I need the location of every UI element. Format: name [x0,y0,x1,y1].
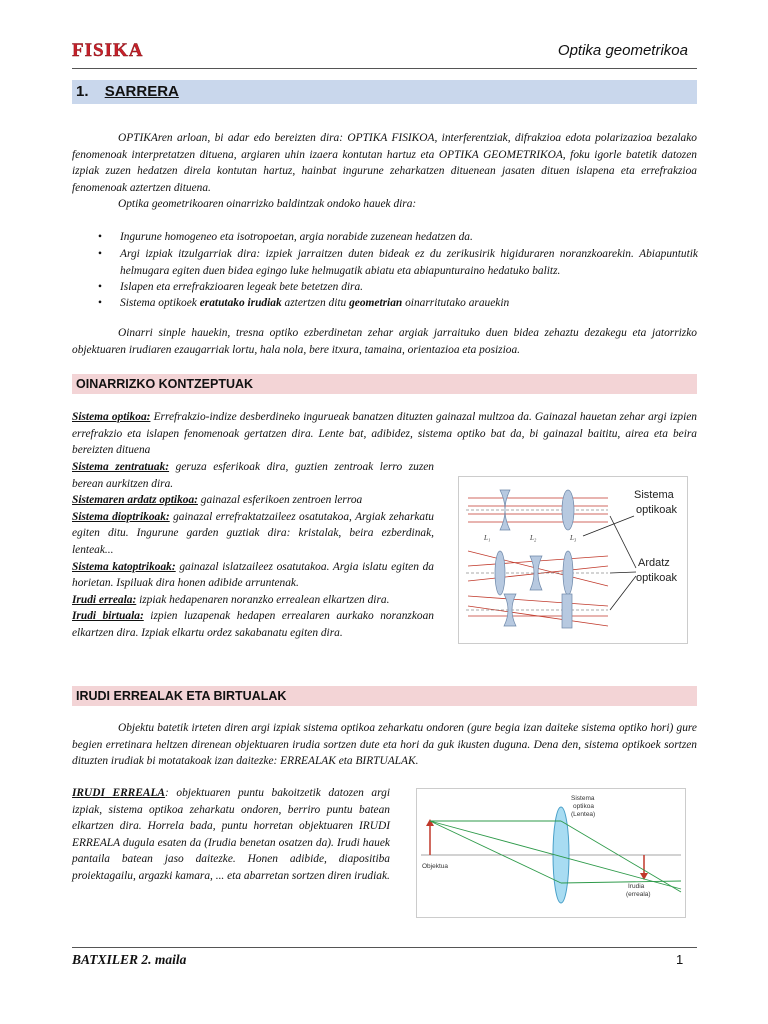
document-title: Optika geometrikoa [557,42,688,59]
definition-katoptrikoak: Sistema katoptrikoak: gainazal islatzaileez osatutakoa. Argia islatu egiten da horietan. Ispiluak dira honen adibide arruntenak. [72,560,434,590]
section-heading-sarrera [72,80,697,104]
bullet-dot: • [98,281,102,293]
label-erreala: (erreala) [626,891,651,898]
optical-systems-figure [458,476,688,644]
definition-sistema-optikoa: Sistema optikoa: Errefrakzio-indize desberdineko ingurueak banatzen dituzten gainazal multzoa da. Gainazal hauetan zehar argi izpien errefrakzio eta islapen fenomenoak gertatzen dira. Lente bat, adibidez, sistema optiko bat da, bi gainazal baititu, airea eta beira bereizten dituena [72,411,697,457]
section-heading-kontzeptuak: OINARRIZKO KONTZEPTUAK [72,374,697,394]
section-title: SARRERA [104,83,179,100]
label-optikoak-2: optikoak [636,572,677,584]
label-ardatz: Ardatz [638,557,670,569]
definitions-list [72,459,434,642]
footer-rule [72,947,697,948]
definition-dioptrikoak: Sistema dioptrikoak: gainazal errefraktatzaileez osatutakoa, Argiak zeharkatu egiten ditu. Ingurune garden guztiak dira: kristalak, beira ezberdinak, lenteak... [72,510,434,556]
label-irudia: Irudia [628,883,645,890]
bullet-item: • Islapen eta errefrakzioaren legeak bete betetzen dira. [98,279,698,296]
bullet-item: • Sistema optikoek eratutako irudiak aztertzen ditu geometrian oinarritutako arauekin [98,295,698,312]
page-number: 1 [676,952,684,967]
definition-ardatz-optikoa: Sistemaren ardatz optikoa: gainazal esferikoen zentroen lerroa [72,494,363,507]
definition-irudi-erreala: Irudi erreala: izpiak hedapenaren noranzko errealean elkartzen dira. [72,593,390,606]
intro-paragraph: OPTIKAren arloan, bi adar edo bereizten dira: OPTIKA FISIKOA, interferentziak, difrakzioa edota polarizazioa bezalako fenomenoak interpretatzen dituena, argiaren uhin izaera kontutan hartuz eta OPTIKA GEOMETRIKOA, foku igorle batetik datozen izpiak zuzen hedatzen direla kontutan hartuz, hainbat ingurune zeharkatzen dituenean jasaten dituen islapena eta errefrakzioa fenomenoak aztertzen dituena. [72,132,697,194]
footer-course: BATXILER 2. maila [72,952,187,967]
label-sistema: Sistema [634,489,674,501]
figure-frame [417,789,686,918]
bullet-item: • Ingurune homogeneo eta isotropoetan, argia norabide zuzenean hedatzen da. [98,229,698,246]
definition-irudi-birtuala: Irudi birtuala: izpien luzapenak hedapen errealaren aurkako noranzkoan elkartzen dira. Izpiak elkartu ordez sakabanatu egiten dira. [72,610,434,639]
lens-label-l3: L₃ [570,534,577,542]
label-optikoa: optikoa [573,803,594,810]
conditions-intro: Optika geometrikoaren oinarrizko baldintzak ondoko hauek dira: [118,198,417,210]
section-heading-irudiak: IRUDI ERREALAK ETA BIRTUALAK [72,686,697,706]
bullet-dot: • [98,231,102,243]
real-image-figure [416,788,686,918]
real-image-paragraph: IRUDI ERREALA: objektuaren puntu bakoitzetik datozen argi izpiak, sistema optikoa zeharkatu ondoren, berriro puntu batean elkartzen dira. Horrela bada, puntu horretan objektuaren IRUDI ERREALA dugula esaten da (Irudia benetan osatzen da). Irudi hauek pantaila batean jaso daitezke. Honen adibide, diapositiba proiektagailu, argazki kamara, ... eta abarretan sortzen diren irudiak. [72,787,390,882]
lens-label-l2: L₂ [530,534,537,542]
bullet-dot: • [98,297,102,309]
definition-zentratuak: Sistema zentratuak: geruza esferikoak dira, guztien zentroak lerro zuzen berean aurkitzen dira. [72,461,435,490]
lens-label-l1: L₁ [484,534,491,542]
label-lentea: (Lentea) [571,811,596,818]
images-paragraph: Objektu batetik irteten diren argi izpiak sistema optikoa zeharkatu ondoren (gure begia izan daiteke sistema optiko hori) gure begien erretinara heltzen direnean objektuaren irudia sortzen dute eta hori da guk ikusten duguna. Dena den, sistema optikoek sortzen dituzten irudiak bi motatakoak izan daitezke: ERREALAK eta BIRTUALAK. [72,722,697,768]
bullet-item: • Argi izpiak itzulgarriak dira: izpiek jarraitzen duten bideak ez du zerikusirik higiduraren noranzkoarekin. Abiapuntutik helmugara egiten duen bidea egingo luke helmugatik abiatu eta abiapunturaino hedatuko balitz. [98,248,698,277]
label-sistema: Sistema [571,795,595,802]
section-number: 1. [76,83,89,100]
label-optikoak: optikoak [636,504,677,516]
subject-logo: FISIKA [72,40,144,61]
principles-paragraph: Oinarri sinple hauekin, tresna optiko ezberdinetan zehar argiak jarraituko duen bidea zehaztu dezakegu eta jatorrizko objektuaren irudiaren ezaugarriak lortu, hala nola, bere itxura, tamaina, orientazioa eta posizioa. [72,327,697,356]
bullet-dot: • [98,248,102,260]
header-rule [72,68,697,69]
label-objektua: Objektua [422,863,449,870]
